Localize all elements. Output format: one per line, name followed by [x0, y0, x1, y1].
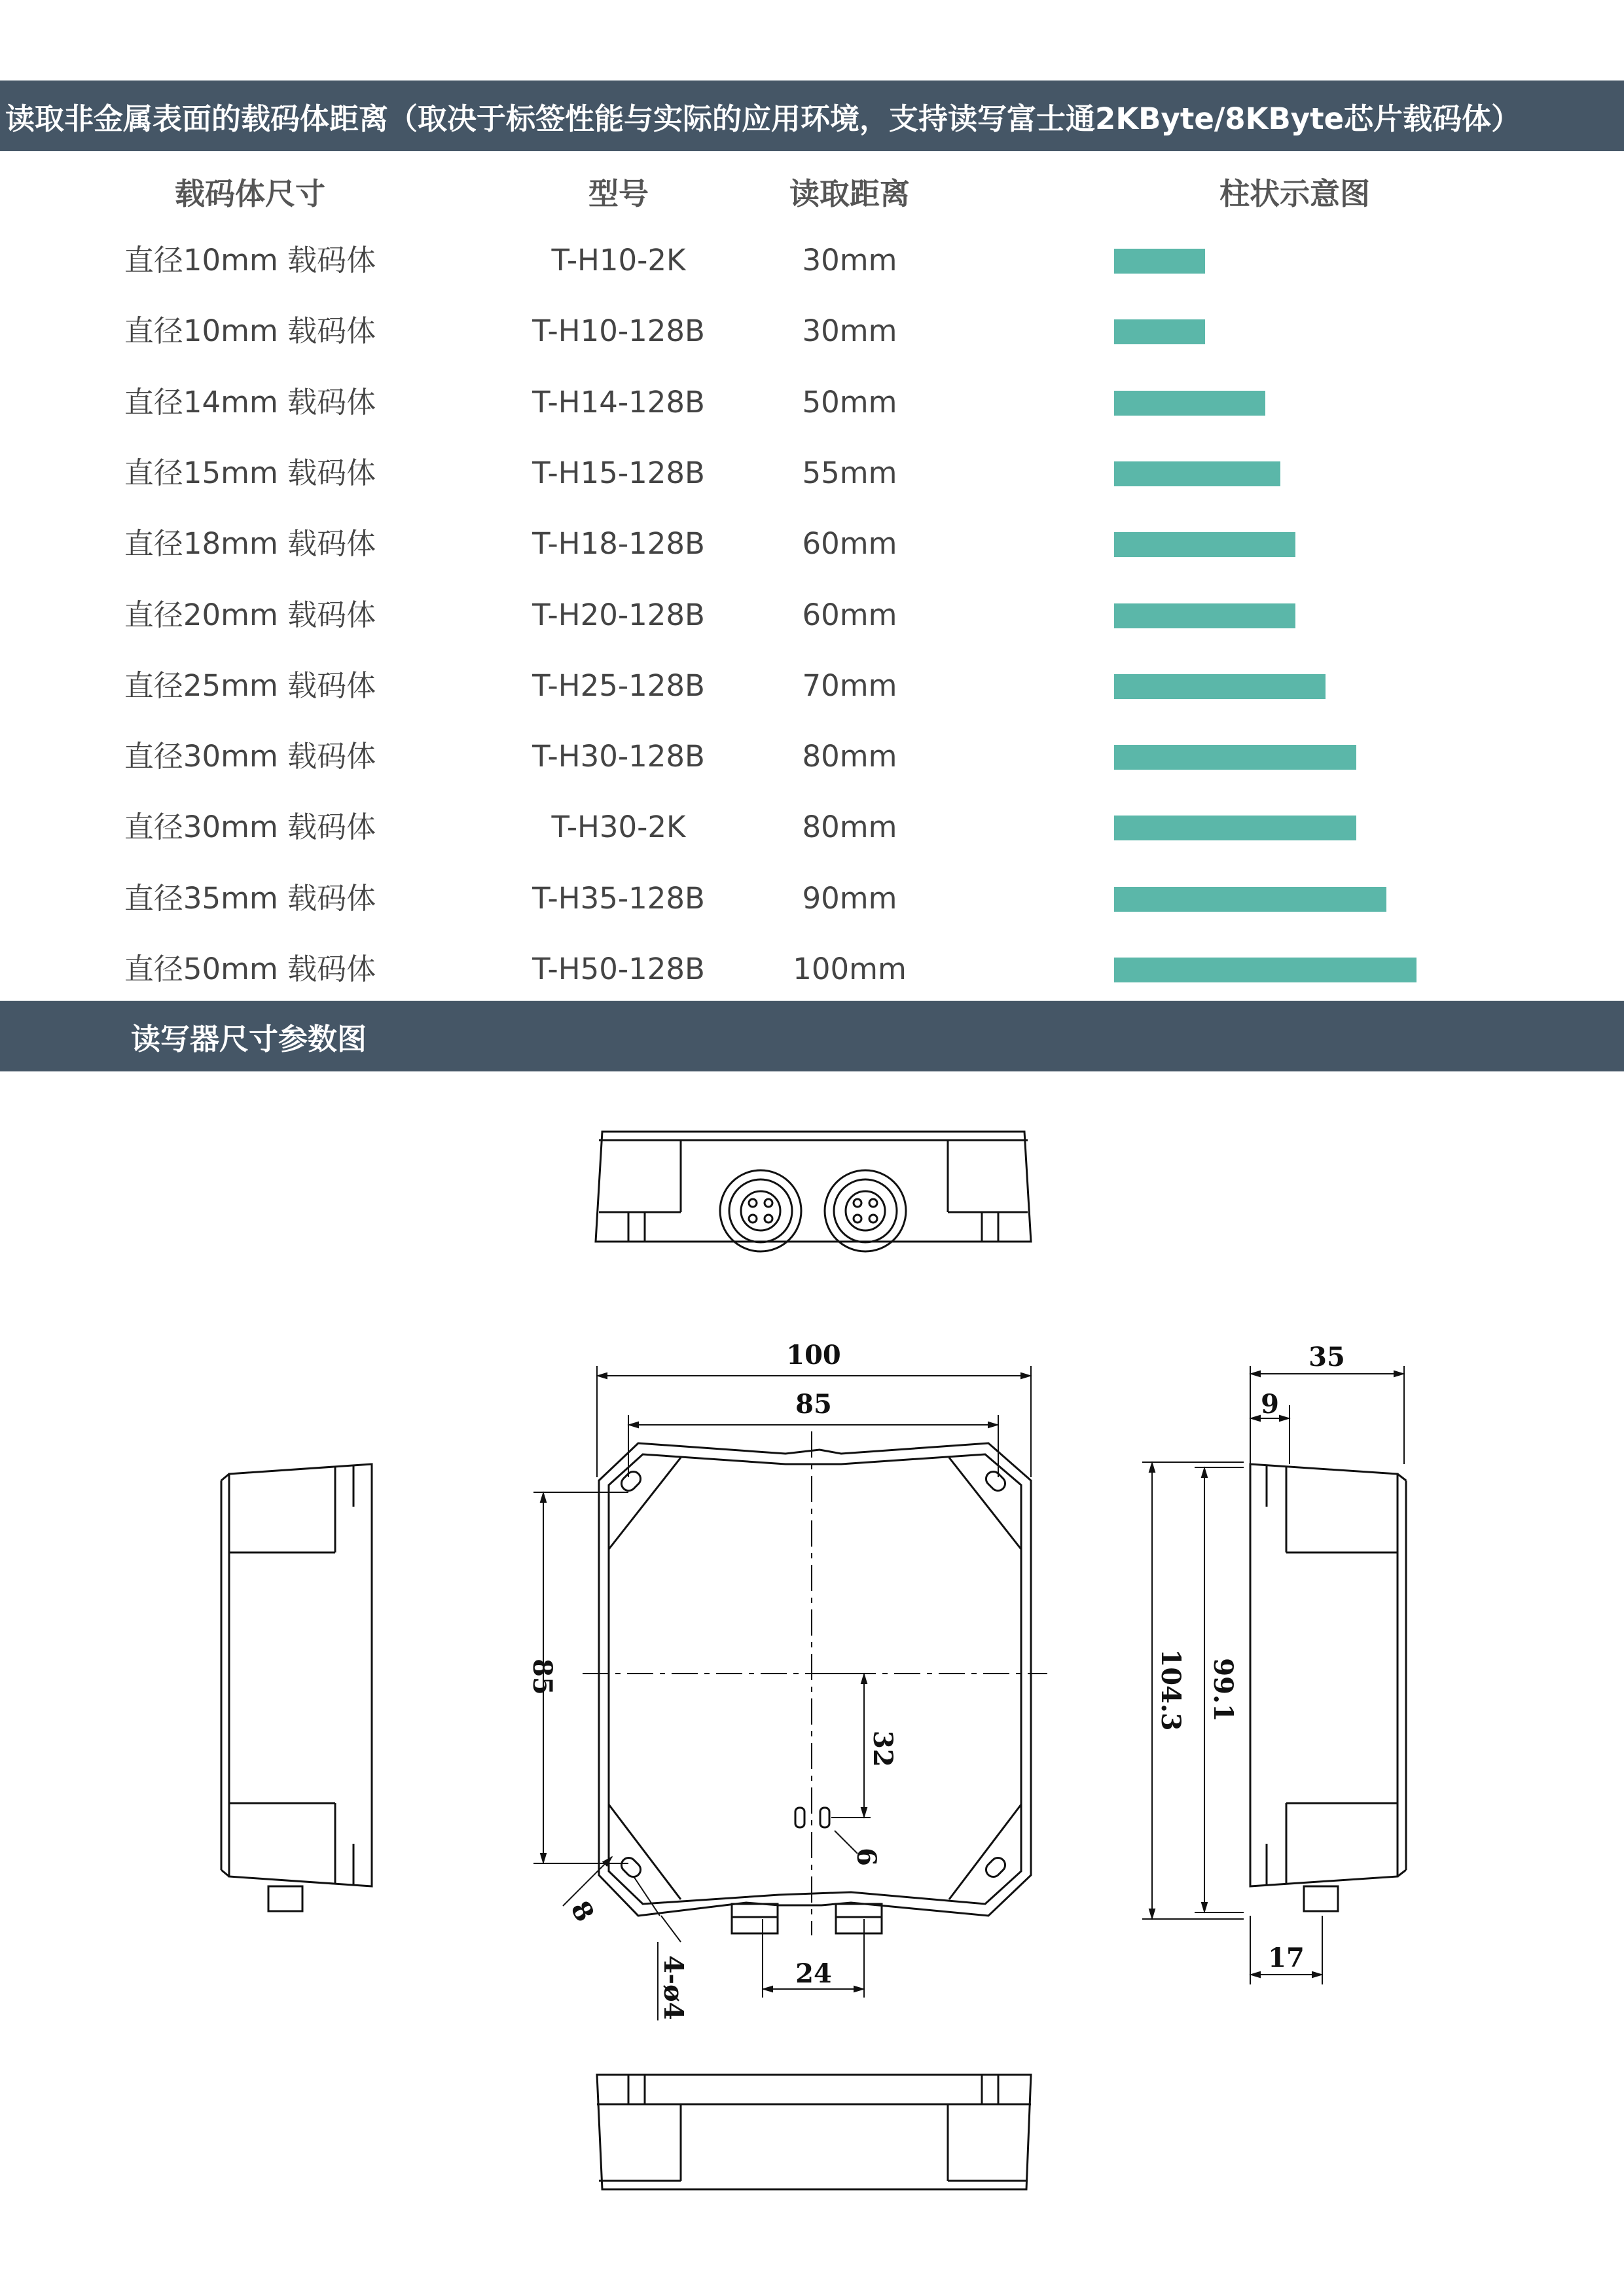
distance-cell: 30mm [802, 314, 897, 349]
table-row [0, 438, 1624, 509]
model-cell: T-H25-128B [532, 668, 705, 703]
distance-cell: 50mm [802, 384, 897, 420]
col-header-distance: 读取距离 [789, 176, 910, 211]
col-header-size: 载码体尺寸 [175, 176, 325, 211]
dimension-drawing [0, 1071, 1624, 2296]
front-view [599, 1443, 1031, 1933]
dim-lip: 9 [1261, 1389, 1279, 1420]
distance-bar [1114, 745, 1356, 770]
distance-bar [1114, 532, 1295, 557]
distance-cell: 70mm [802, 668, 897, 703]
size-cell: 直径25mm 载码体 [124, 668, 376, 703]
distance-bar [1114, 603, 1295, 628]
left-side-view [221, 1464, 372, 1911]
distance-bar [1114, 461, 1280, 486]
distance-bar [1114, 319, 1205, 344]
connector-face-view [596, 1132, 1031, 1251]
size-cell: 直径14mm 载码体 [124, 384, 376, 420]
distance-banner-text: 读取非金属表面的载码体距离（取决于标签性能与实际的应用环境，支持读写富士通2KByte/8KByte芯片载码体） [5, 101, 1521, 136]
distance-bar [1114, 887, 1386, 912]
table-row [0, 721, 1624, 792]
size-cell: 直径10mm 载码体 [124, 314, 376, 349]
table-row [0, 792, 1624, 863]
model-cell: T-H30-2K [551, 810, 686, 845]
size-cell: 直径10mm 载码体 [124, 243, 376, 278]
table-row [0, 863, 1624, 934]
dim-offset: 32 [867, 1731, 898, 1767]
size-cell: 直径18mm 载码体 [124, 526, 376, 562]
size-cell: 直径15mm 载码体 [124, 455, 376, 490]
distance-cell: 60mm [802, 526, 897, 562]
table-row [0, 367, 1624, 438]
dim-hole-spacing-x: 85 [795, 1389, 832, 1420]
dim-height-total: 104.3 [1155, 1649, 1186, 1731]
distance-cell: 55mm [802, 455, 897, 490]
size-cell: 直径30mm 载码体 [124, 810, 376, 845]
distance-bar [1114, 391, 1265, 416]
dimension-banner [0, 1001, 1624, 1071]
distance-bar [1114, 674, 1326, 699]
table-row [0, 225, 1624, 296]
dim-connector-offset: 17 [1268, 1943, 1305, 1973]
model-cell: T-H50-128B [532, 952, 705, 986]
table-row [0, 934, 1624, 1005]
col-header-model: 型号 [588, 176, 649, 211]
model-cell: T-H15-128B [532, 455, 705, 490]
dim-hole-spacing-y: 85 [527, 1659, 558, 1695]
distance-bar [1114, 958, 1416, 982]
model-cell: T-H14-128B [532, 384, 705, 420]
table-row [0, 296, 1624, 367]
model-cell: T-H35-128B [532, 880, 705, 916]
model-cell: T-H20-128B [532, 597, 705, 632]
distance-bar [1114, 816, 1356, 840]
right-side-view [1250, 1464, 1406, 1911]
model-cell: T-H18-128B [532, 526, 705, 562]
model-cell: T-H30-128B [532, 739, 705, 774]
distance-cell: 30mm [802, 243, 897, 278]
dim-connector-spacing: 24 [795, 1958, 832, 1989]
size-cell: 直径20mm 载码体 [124, 597, 376, 632]
connector-nut-icon [836, 1904, 882, 1933]
size-cell: 直径35mm 载码体 [124, 880, 376, 916]
dim-width: 100 [786, 1340, 841, 1371]
dim-height-body: 99.1 [1208, 1658, 1238, 1722]
table-row [0, 509, 1624, 579]
m12-connector-icon [825, 1170, 906, 1251]
size-cell: 直径50mm 载码体 [124, 952, 376, 986]
table-row [0, 580, 1624, 651]
distance-cell: 80mm [802, 810, 897, 845]
dim-holes: 4-ø4 [658, 1955, 689, 2020]
distance-cell: 100mm [793, 952, 907, 986]
col-header-chart: 柱状示意图 [1219, 176, 1370, 211]
size-cell: 直径30mm 载码体 [124, 739, 376, 774]
distance-cell: 60mm [802, 597, 897, 632]
m12-connector-icon [720, 1170, 801, 1251]
dimension-banner-text: 读写器尺寸参数图 [131, 1021, 367, 1056]
distance-banner [0, 81, 1624, 151]
model-cell: T-H10-2K [551, 243, 686, 278]
model-cell: T-H10-128B [532, 314, 705, 349]
dim-corner: 8 [564, 1895, 601, 1928]
connector-nut-icon [732, 1904, 778, 1933]
distance-cell: 90mm [802, 880, 897, 916]
distance-cell: 80mm [802, 739, 897, 774]
dim-small-gap: 6 [851, 1848, 882, 1866]
distance-bar [1114, 249, 1205, 274]
bottom-view [597, 2075, 1031, 2189]
dim-depth: 35 [1308, 1342, 1345, 1372]
table-row [0, 651, 1624, 721]
